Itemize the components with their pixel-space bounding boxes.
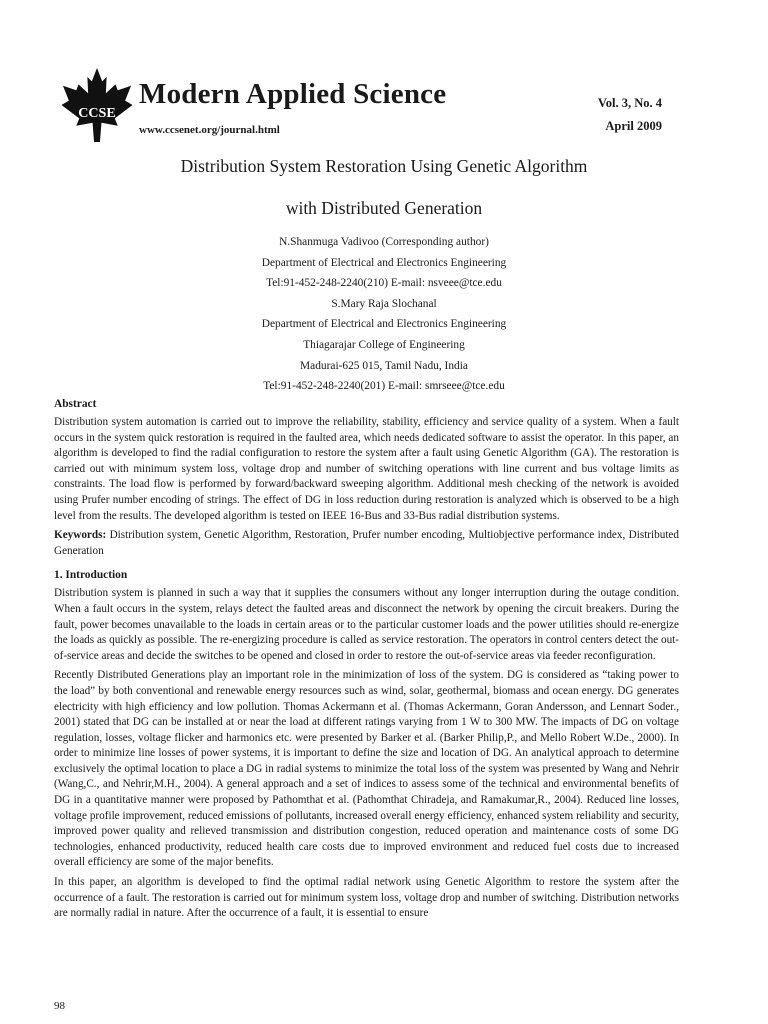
keywords [54, 528, 679, 559]
abstract-heading: Abstract [54, 398, 97, 410]
keywords-text: Distribution system, Genetic Algorithm, Restoration, Prufer number encoding, Multiobjective performance index, Distributed Generation [54, 529, 679, 557]
volume-issue: Vol. 3, No. 4 [597, 96, 662, 110]
author-2-contact: Tel:91-452-248-2240(201) E-mail: smrseee@tce.edu [263, 380, 505, 393]
intro-paragraph-3: In this paper, an algorithm is developed to find the optimal radial network using Genetic Algorithm to restore the system after the occurrence of a fault. The restoration is carried out for minimum system loss, voltage drop and number of switching. Distribution networks are normally radial in nature. After the occurrence of a fault, it is essential to ensure [54, 876, 679, 920]
journal-url[interactable]: www.ccsenet.org/journal.html [139, 124, 280, 136]
author-2-department: Department of Electrical and Electronics Engineering [261, 318, 507, 331]
introduction-heading: 1. Introduction [54, 569, 128, 582]
author-1-name: N.Shanmuga Vadivoo (Corresponding author) [279, 236, 489, 248]
journal-header [0, 0, 768, 150]
paper-title-line-1: Distribution System Restoration Using Genetic Algorithm [180, 156, 588, 176]
keywords-label: Keywords: [54, 529, 107, 542]
intro-paragraph-2: Recently Distributed Generations play an important role in the minimization of loss of the system. DG is considered as “taking power to the load” by both conventional and renewable energy resources such as wind, solar, geothermal, biomass and ocean energy. DG generates electricity with high efficiency and low pollution. Thomas Ackermann et al. (Thomas Ackermann, Goran Andersson, and Lennart Soder., 2001) stated that DG can be installed at or near the load at different ratings varying from 1 W to 300 MW. The impacts of DG on voltage regulation, losses, voltage flicker and harmonics etc. were presented by Barker et al. (Barker Philip,P., and Mello Robert W.De., 2000). In order to minimize line losses of power systems, it is important to define the size and location of DG. An analytical approach to determine exclusively the optimal location to place a DG in radial systems to minimize the total loss of the system was presented by Wang and Nehrir (Wang,C., and Nehrir,M.H., 2004). A general approach and a set of indices to assess some of the technical and environmental benefits of DG in a quantitative manner were proposed by Pathomthat et al. (Pathomthat Chiradeja, and Ramakumar,R., 2004). Reduced line losses, voltage profile improvement, reduced emissions of pollutants, increased overall energy efficiency, enhanced system reliability and security, improved power quality and relieved transmission and distribution congestion, reduced operation and maintenance costs of some DG technologies, enhanced productivity, reduced health care costs due to improved environment and reduced fuel costs due to increased overall efficiency are some of the major benefits. [54, 669, 679, 869]
publication-date: April 2009 [605, 119, 662, 133]
paper-body [54, 396, 679, 922]
journal-name: Modern Applied Science [139, 78, 447, 110]
paper-title-line-2: with Distributed Generation [285, 198, 483, 218]
author-2-address: Madurai-625 015, Tamil Nadu, India [300, 359, 468, 372]
author-block [0, 232, 768, 397]
author-2-name: S.Mary Raja Slochanal [331, 297, 437, 310]
maple-leaf-logo [60, 66, 134, 150]
author-2-college: Thiagarajar College of Engineering [303, 338, 465, 351]
abstract-text: Distribution system automation is carried out to improve the reliability, stability, efficiency and service quality of a system. When a fault occurs in the system quick restoration is required in the faulted area, which needs dedicated software to assist the operator. In this paper, an algorithm is developed to find the radial configuration to restore the system after a fault using Genetic Algorithm (GA). The restoration is carried out with minimum system loss, voltage drop and number of switching operations with line current and bus voltage limits as constraints. The load flow is performed by forward/backward sweeping algorithm. Additional mesh checking of the network is avoided using Prufer number encoding of strings. The effect of DG in loss reduction during restoration is analyzed which is observed to be a high level from the results. The developed algorithm is tested on IEEE 16-Bus and 33-Bus radial distribution systems. [54, 416, 679, 522]
author-1-contact: Tel:91-452-248-2240(210) E-mail: nsveee@tce.edu [266, 277, 502, 290]
page-number: 98 [54, 1000, 65, 1012]
intro-paragraph-1: Distribution system is planned in such a way that it supplies the consumers without any longer interruption during the outage condition. When a fault occurs in the system, relays detect the faulted areas and disconnect the network by opening the circuit breakers. During the fault, power becomes unavailable to the loads in certain areas or to the particular customer loads and the power utilities should re-energize the loads as quickly as possible. The re-energizing procedure is called as service restoration. The operators in control centers detect the out-of-service areas and decide the switches to be opened and closed in order to restore the out-of-service areas via feeder reconfiguration. [54, 587, 679, 662]
author-1-department: Department of Electrical and Electronics Engineering [261, 256, 507, 269]
logo-text: CCSE [78, 104, 116, 121]
